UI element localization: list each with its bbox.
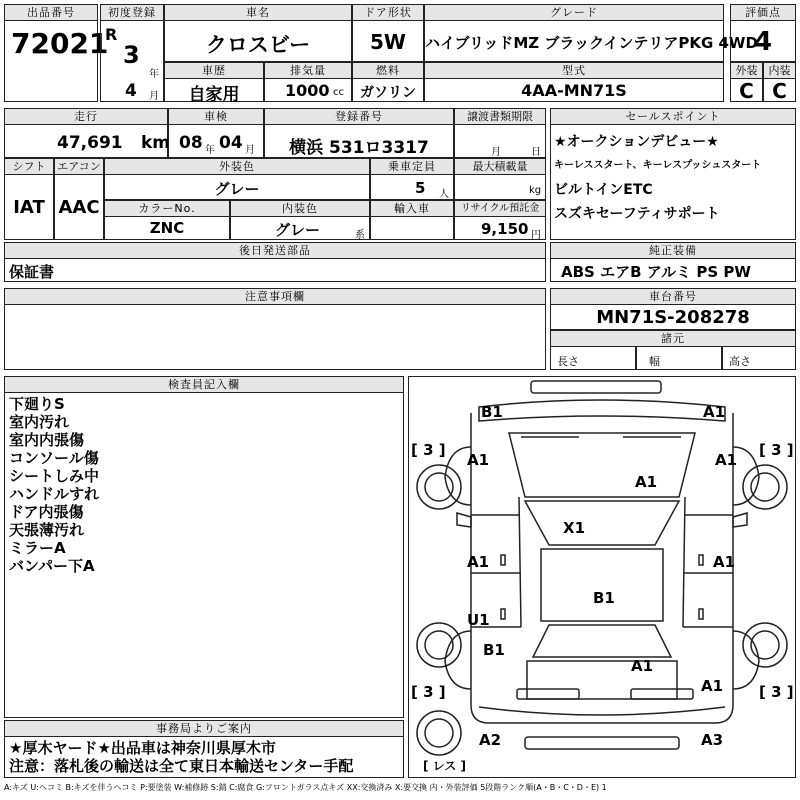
- recycle-unit: 円: [531, 230, 541, 241]
- sales-point-cell: [550, 124, 796, 240]
- capacity-cell: [370, 174, 454, 200]
- lot-no-header: 出品番号: [4, 4, 98, 21]
- mark-front-left-corner: B1: [481, 403, 503, 421]
- color-no-header: カラーNo.: [104, 200, 230, 217]
- chassis-no-cell: [550, 304, 796, 330]
- after-parts: 保証書: [9, 263, 55, 281]
- exterior-grade: C: [739, 79, 754, 103]
- mark-rear-right-bumper: A3: [701, 731, 724, 749]
- inspection-month-unit: 月: [245, 145, 255, 156]
- tire-front-left: [ 3 ]: [411, 441, 446, 459]
- chassis-no-header: 車台番号: [550, 288, 796, 305]
- aircon-header: エアコン: [54, 158, 104, 175]
- fuel-header: 燃料: [352, 62, 424, 79]
- aircon: AAC: [58, 197, 100, 218]
- inspector-note: ミラーA: [9, 539, 66, 557]
- after-parts-cell: [4, 258, 546, 282]
- car-name-header: 車名: [164, 4, 352, 21]
- first-reg-cell: [100, 20, 164, 102]
- ext-color: グレー: [214, 180, 260, 198]
- int-color-header: 内装色: [230, 200, 370, 217]
- shift-header: シフト: [4, 158, 54, 175]
- spec-length-cell: [550, 346, 636, 370]
- score-header: 評価点: [730, 4, 796, 21]
- tire-spare: [ レス ]: [423, 759, 466, 773]
- fuel: ガソリン: [360, 85, 416, 101]
- genuine-equip: ABS エアB アルミ PS PW: [561, 263, 751, 281]
- mark-windshield: X1: [563, 519, 586, 537]
- first-reg-year: 3: [123, 41, 140, 69]
- recycle-cell: [454, 216, 546, 240]
- import-header: 輸入車: [370, 200, 454, 217]
- transfer-header: 譲渡書類期限: [454, 108, 546, 125]
- tire-front-right: [ 3 ]: [759, 441, 794, 459]
- lot-no-cell: [4, 20, 109, 102]
- after-parts-header: 後日発送部品: [4, 242, 546, 259]
- int-color-unit: 系: [355, 230, 365, 241]
- exterior-header: 外装: [730, 62, 763, 79]
- exterior-cell: [730, 78, 763, 102]
- history: 自家用: [188, 85, 240, 105]
- tire-rear-right: [ 3 ]: [759, 683, 794, 701]
- interior-cell: [763, 78, 796, 102]
- year-unit: 年: [149, 69, 159, 80]
- transfer-cell: [454, 124, 546, 158]
- genuine-equip-cell: [550, 258, 796, 282]
- recycle: 9,150: [481, 220, 529, 238]
- mark-left-rear-door: U1: [467, 611, 490, 629]
- history-cell: [164, 78, 264, 105]
- notes-cell: [4, 304, 546, 370]
- inspector-note: 下廻りS: [9, 395, 65, 413]
- inspector-note: 室内内張傷: [9, 431, 85, 449]
- mark-front-right-fender: A1: [715, 451, 738, 469]
- office-note: ★厚木ヤード★出品車は神奈川県厚木市: [9, 739, 276, 757]
- mark-roof: B1: [593, 589, 615, 607]
- mileage: 47,691: [57, 133, 123, 153]
- spec-length: 長さ: [557, 355, 579, 368]
- interior-grade: C: [772, 79, 787, 103]
- capacity-unit: 人: [439, 189, 449, 200]
- reg-no-cell: [264, 124, 454, 158]
- spec-width-cell: [636, 346, 722, 370]
- grade-header: グレード: [424, 4, 724, 21]
- door-type: 5W: [370, 30, 406, 54]
- displacement-unit: cc: [333, 87, 344, 98]
- ext-color-header: 外装色: [104, 158, 370, 175]
- mark-rear-glass: A1: [631, 657, 654, 675]
- max-load-header: 最大積載量: [454, 158, 546, 175]
- sales-point-1: ★オークションデビュー★: [554, 134, 719, 150]
- import-cell: [370, 216, 454, 240]
- model-code-cell: [424, 78, 724, 102]
- inspector-note: 室内汚れ: [9, 413, 70, 431]
- mark-left-quarter: B1: [483, 641, 505, 659]
- inspection-year-unit: 年: [205, 145, 215, 156]
- inspection-header: 車検: [168, 108, 264, 125]
- spec-height: 高さ: [729, 355, 751, 368]
- inspector-note: 天張薄汚れ: [9, 521, 85, 539]
- reg-no: 横浜 531ロ3317: [289, 138, 429, 158]
- score: 4: [753, 27, 773, 57]
- ext-color-cell: [104, 174, 370, 200]
- shift-cell: [4, 174, 54, 240]
- mark-front-left-fender: A1: [467, 451, 490, 469]
- max-load-unit: kg: [529, 185, 542, 196]
- model-code-header: 型式: [424, 62, 724, 79]
- reg-no-header: 登録番号: [264, 108, 454, 125]
- inspection-month: 04: [219, 133, 243, 153]
- displacement-header: 排気量: [264, 62, 352, 79]
- mileage-unit: km: [141, 133, 171, 153]
- sales-point-4: スズキセーフティサポート: [554, 206, 720, 222]
- lot-no: 72021: [11, 27, 109, 60]
- grade-cell: [424, 20, 758, 62]
- mark-right-front-door: A1: [713, 553, 736, 571]
- office-note: 注意：落札後の輸送は全て東日本輸送センター手配: [9, 757, 354, 775]
- specs-header: 諸元: [550, 330, 796, 347]
- era: R: [105, 25, 118, 44]
- tire-rear-left: [ 3 ]: [411, 683, 446, 701]
- mark-left-front-door: A1: [467, 553, 490, 571]
- mark-rear-left-bumper: A2: [479, 731, 502, 749]
- capacity-header: 乗車定員: [370, 158, 454, 175]
- transfer-day-unit: 日: [531, 147, 541, 158]
- interior-header: 内装: [763, 62, 796, 79]
- car-diagram: [408, 376, 796, 778]
- int-color-cell: [230, 216, 370, 240]
- car-name-cell: [164, 20, 352, 62]
- fuel-cell: [352, 78, 424, 102]
- mileage-cell: [4, 124, 171, 158]
- inspector-note: シートしみ中: [9, 467, 100, 485]
- model-code: 4AA-MN71S: [521, 81, 627, 100]
- chassis-no: MN71S-208278: [596, 307, 750, 328]
- office-header: 事務局よりご案内: [4, 720, 404, 737]
- color-no-cell: [104, 216, 230, 240]
- inspection-cell: [168, 124, 264, 158]
- car-name: クロスビー: [205, 33, 311, 57]
- car-diagram-drawing: [409, 377, 795, 777]
- mileage-header: 走行: [4, 108, 168, 125]
- inspector-note: ハンドルすれ: [9, 485, 100, 503]
- int-color: グレー: [275, 221, 321, 239]
- transfer-month-unit: 月: [491, 147, 501, 158]
- sales-point-header: セールスポイント: [550, 108, 796, 125]
- sales-point-3: ビルトインETC: [554, 182, 653, 198]
- notes-header: 注意事項欄: [4, 288, 546, 305]
- inspector-note: ドア内張傷: [9, 503, 84, 521]
- legend: A:キズ U:ヘコミ B:キズを伴うヘコミ P:要塗装 W:補修跡 S:錆 C:腐食 G:フロントガラス点キズ XX:交換済み X:要交換 内・外装評価 5段階ランク順(A・B・C・D・E) 1: [4, 783, 607, 792]
- first-reg-month: 4: [125, 81, 137, 101]
- history-header: 車歴: [164, 62, 264, 79]
- recycle-header: リサイクル預託金: [454, 200, 546, 217]
- inspector-note: コンソール傷: [9, 449, 99, 467]
- first-reg-header: 初度登録: [100, 4, 164, 21]
- capacity: 5: [415, 179, 426, 197]
- color-no: ZNC: [149, 219, 185, 237]
- mark-hood: A1: [635, 473, 658, 491]
- sales-point-2: キーレススタート、キーレスプッシュスタート: [554, 160, 762, 171]
- grade: ハイブリッドMZ ブラックインテリアPKG 4WD: [425, 34, 758, 52]
- aircon-cell: [54, 174, 104, 240]
- spec-width: 幅: [649, 355, 660, 368]
- inspector-header: 検査員記入欄: [4, 376, 404, 393]
- spec-height-cell: [722, 346, 796, 370]
- shift: IAT: [13, 197, 45, 218]
- door-header: ドア形状: [352, 4, 424, 21]
- genuine-equip-header: 純正装備: [550, 242, 796, 259]
- inspection-year: 08: [179, 133, 203, 153]
- inspector-notes-cell: [4, 392, 404, 718]
- displacement: 1000: [285, 81, 330, 100]
- max-load-cell: [454, 174, 546, 200]
- month-unit: 月: [149, 91, 159, 102]
- score-cell: [730, 20, 796, 62]
- mark-front-right-corner: A1: [703, 403, 726, 421]
- office-notes-cell: [4, 736, 404, 778]
- inspector-note: バンパー下A: [9, 557, 95, 575]
- mark-rear-right: A1: [701, 677, 724, 695]
- displacement-cell: [264, 78, 352, 102]
- door-cell: [352, 20, 424, 62]
